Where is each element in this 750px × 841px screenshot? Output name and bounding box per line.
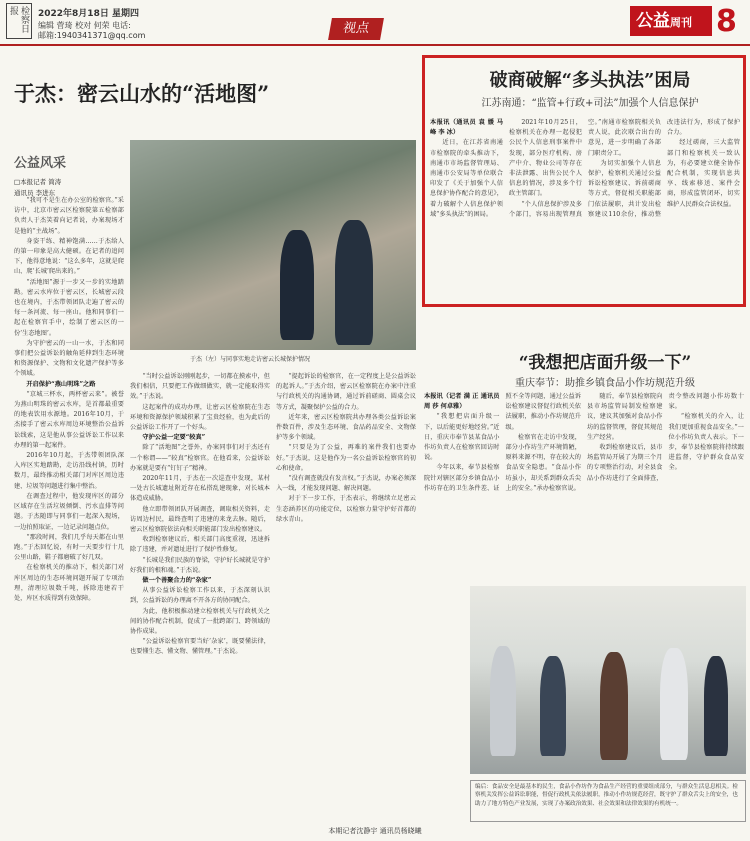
center-article-body-2	[276, 372, 416, 822]
paragraph: 经过磋商，三大监管部门和检察机关一致认为，有必要建立健全协作配合机制，实现信息共享、线索移送、案件会商，形成监管闭环，切实维护人民群众合法权益。	[667, 139, 740, 208]
left-byline-block	[14, 152, 124, 199]
person-figure	[335, 220, 373, 345]
column-name: 公益风采	[14, 156, 67, 171]
paragraph: “我可不是生在办公室的检察官。”采访中，北京市密云区检察院第五检察部负责人于杰笑着向记者说，办案现场才是他的“主战场”。	[14, 197, 124, 235]
section-tag: 视点	[328, 18, 384, 40]
right-bottom-subtitle: 重庆奉节：助推乡镇食品小作坊规范升级	[515, 378, 695, 389]
right-bottom-title: “我想把店面升级一下”	[518, 353, 692, 373]
paragraph: “只要是为了公益，再难的案件我们也要办好。”于杰说，这是他作为一名公益诉讼检察官的初心和使命。	[276, 444, 416, 472]
person-figure	[600, 652, 628, 760]
paragraph: “没有调查就没有发言权。”于杰说，办案必须深入一线，才能发现问题、解决问题。	[276, 475, 416, 493]
article-photo-workshop	[470, 586, 746, 774]
byline-correspondent: 通讯员 李进东	[14, 189, 56, 197]
paragraph: 随后，奉节县检察院向县市场监管局制发检察建议，建议其加强对食品小作坊的监督管理，督促其规范生产经营。	[587, 393, 663, 441]
paragraph: 从事公益诉讼检察工作以来，于杰深刻认识到，公益诉讼的办理离不开各方的协同配合。	[130, 587, 270, 605]
page-header	[0, 0, 750, 46]
left-article-title: 于杰：密云山水的“活地图”	[14, 81, 270, 106]
header-rule	[0, 44, 750, 46]
paragraph: 2021年10月25日，检察机关在办理一起侵犯公民个人信息刑事案件中发现，部分医疗机构、房产中介、物业公司等存在非法泄露、出售公民个人信息的情况，涉及多个行政主管部门。	[509, 119, 582, 198]
paragraph: 近日，在江苏省南通市检察院的牵头推动下，南通市市场监督管理局、南通市公安局等单位联合印发了《关于加强个人信息保护协作配合的意见》，着力破解个人信息保护领域“多头执法”的困局。	[430, 139, 503, 218]
paragraph: 为守护密云的一山一水，于杰和同事们把公益诉讼的触角延伸到生态环境和资源保护、文物和文化遗产保护等多个领域。	[14, 339, 124, 378]
person-figure	[280, 230, 314, 340]
paragraph: 在调查过程中，他发现库区的部分区域存在生活垃圾倾倒、污水直排等问题。于杰随即与同事们一起深入现场，一边拍照取证，一边记录问题点位。	[14, 492, 124, 531]
paragraph: “活地图”源于一步又一步的实地踏勘。密云水库位于密云区，长城密云段也在境内，于杰带领团队走遍了密云的每一条河流、每一座山。他和同事们一起在检察官手中，绘制了密云区的一份‘生态地图’。	[14, 278, 124, 337]
brand-suffix: 周刊	[670, 16, 692, 29]
right-bottom-body	[424, 392, 744, 580]
paragraph: “长城是我们民族的脊梁，守护好长城就是守护好我们的根和魂。”于杰说。	[130, 556, 270, 574]
paragraph: 收到检察建议后，相关部门高度重视，迅速拆除了违建，并对遗址进行了保护性修复。	[130, 536, 270, 554]
paragraph: “我想把店面升级一下，以后能更好地经营。”近日，重庆市奉节县某食品小作坊负责人在检察官回访时说。	[424, 413, 500, 462]
paragraph: “那段时间，我们几乎每天都在山里跑。”于杰回忆说，有时一天要步行十几公里山路，鞋子都磨破了好几双。	[14, 533, 124, 562]
editor-line: 编辑 菅琦 校对 何荣 电话:	[38, 21, 131, 30]
paragraph: 这起案件的成功办理，让密云区检察院在生态环境和资源保护领域积累了宝贵经验，也为此后的公益诉讼工作开了一个好头。	[130, 403, 270, 432]
person-figure	[540, 656, 566, 756]
paragraph: “检察机关的介入，让我们更加重视食品安全。”一位小作坊负责人表示。下一步，奉节县检察院将持续跟进监督，守护群众食品安全。	[668, 413, 744, 472]
paragraph: 他立即带领团队开展调查，调取相关资料，走访周边村民，最终查明了违建的来龙去脉。随后，密云区检察院依法向相关职能部门发出检察建议。	[130, 505, 270, 534]
paragraph: “提起诉讼的检察官，在一定程度上是公益诉讼的起诉人。”于杰介绍，密云区检察院在办案中注重与行政机关的沟通协调，通过诉前磋商、圆桌会议等方式，凝聚保护公益的合力。	[276, 373, 416, 411]
paragraph: 2020年11月，于杰在一次巡查中发现，某村一处古长城遗址附近存在私搭乱建现象，对长城本体造成威胁。	[130, 475, 270, 503]
paragraph: 检察官在走访中发现，部分小作坊生产环境简陋，原料来源不明，存在较大的食品安全隐患。“食品小作坊虽小，却关系到群众舌尖上的安全。”承办检察官说。	[505, 433, 581, 492]
subheading: 守护公益一定要“较真”	[142, 434, 206, 442]
paragraph: “公益诉讼检察官要当好‘杂家’，既要懂法律，也要懂生态、懂文物、懂管理。”于杰说。	[130, 638, 270, 656]
subheading: 做一个善聚合力的“杂家”	[142, 577, 212, 585]
brand-banner	[630, 6, 712, 36]
person-figure	[704, 656, 728, 756]
paragraph: 对于下一步工作，于杰表示，将继续立足密云生态涵养区的功能定位，以检察力量守护好首都的绿水青山。	[276, 495, 416, 523]
brand-name: 公益	[636, 11, 670, 31]
paragraph: 除了“活地图”之誉外，办案同事们对于杰还有一个称谓——“较真”检察官。在他看来，公益诉讼办案就是要有“钉钉子”精神。	[130, 444, 270, 472]
page-footer: 本期记者沈静宇 通讯员杨晓曦	[328, 827, 422, 835]
center-article-body	[130, 372, 270, 822]
paragraph: “当时公益诉讼刚刚起步，一切都在摸索中，但我们相信，只要把工作做细做实，就一定能取得实效。”于杰说。	[130, 373, 270, 401]
email-line: 邮箱:1940341371@qq.com	[38, 31, 146, 40]
left-article-body	[14, 196, 124, 820]
date-line: 2022年8月18日 星期四	[38, 9, 139, 19]
byline: 本报讯（记者 满 正 通讯员 周 莎 何卓雅）	[424, 393, 500, 411]
paragraph: 身姿干练、精神饱满……于杰给人的第一印象是高大健硕。在记者的追问下，他得意地说：“这么多年，这就是爬山、爬‘长城’爬出来的。”	[14, 237, 124, 276]
editor-note-box: 编后：食品安全是最基本的民生，食品小作坊作为食品生产经营的重要组成部分，与群众生活息息相关。检察机关发挥公益诉讼职能，督促行政机关依法履职，推动小作坊规范经营，既守护了群众舌尖上的安全，也助力了地方特色产业发展，实现了办案政治效果、社会效果和法律效果的有机统一。	[470, 780, 746, 822]
byline: 本报讯（通讯员 袁 媛 马 峰 李 冰）	[430, 119, 503, 137]
paragraph: 今年以来，奉节县检察院针对辖区部分乡镇食品小作坊存在的卫生条件差、证照不全等问题，通过公益诉讼检察建议督促行政机关依法履职，推动小作坊规范升级。	[424, 393, 581, 492]
paragraph: 近年来，密云区检察院共办理各类公益诉讼案件数百件，涉及生态环境、食品药品安全、文物保护等多个领域。	[276, 413, 416, 442]
paragraph: 2016年10月起，于杰带领团队深入库区实地踏勘，走访沿线村镇，历时数月，最终推动相关部门对库区周边违建、垃圾等问题进行集中整治。	[14, 452, 124, 490]
paragraph: 为此，他积极推动建立检察机关与行政机关之间的协作配合机制，促成了一批跨部门、跨领域的协作成果。	[130, 607, 270, 636]
right-top-subtitle: 江苏南通：“监管+行政+司法”加强个人信息保护	[481, 98, 699, 109]
page-number: 8	[716, 4, 737, 39]
right-top-title: 破商破解“多头执法”困局	[489, 70, 691, 91]
person-figure	[660, 648, 688, 760]
paragraph: 收到检察建议后，县市场监管局开展了为期三个月的专项整治行动，对全县食品小作坊进行了全面排查，责令整改问题小作坊数十家。	[587, 393, 744, 482]
photo-caption: 于杰（左）与同事实地走访密云长城保护情况	[190, 356, 311, 363]
newspaper-logo: 检察日报	[6, 3, 32, 39]
paragraph: 在检察机关的推动下，相关部门对库区周边的生态环境问题开展了专项治理，清理垃圾数千吨，拆除违建若干处，库区水质得到有效保障。	[14, 564, 124, 602]
paragraph: “个人信息保护涉及多个部门，容易出现管理真空。”南通市检察院相关负责人说，此次联合出台的意见，进一步明确了各部门职责分工。	[509, 119, 661, 218]
paragraph: 为切实加强个人信息保护，检察机关通过公益诉讼检察建议、诉前磋商等方式，督促相关职能部门依法履职，共计发出检察建议110余份，推动整改违法行为，形成了保护合力。	[588, 119, 740, 218]
subheading: 开启保护“燕山明珠”之路	[26, 380, 96, 388]
paragraph: “京城三杯水，两杯密云来”。被誉为燕山明珠的密云水库，是首都最重要的地表饮用水源地。2016年10月，于杰接手了密云水库周边环境整治公益诉讼线索，这是他从事公益诉讼工作以来办理的第一起案件。	[14, 390, 124, 449]
article-photo-great-wall	[130, 140, 416, 350]
byline-reporter: □本报记者 简涛	[14, 178, 62, 186]
person-figure	[490, 646, 516, 756]
right-top-body	[430, 118, 740, 304]
